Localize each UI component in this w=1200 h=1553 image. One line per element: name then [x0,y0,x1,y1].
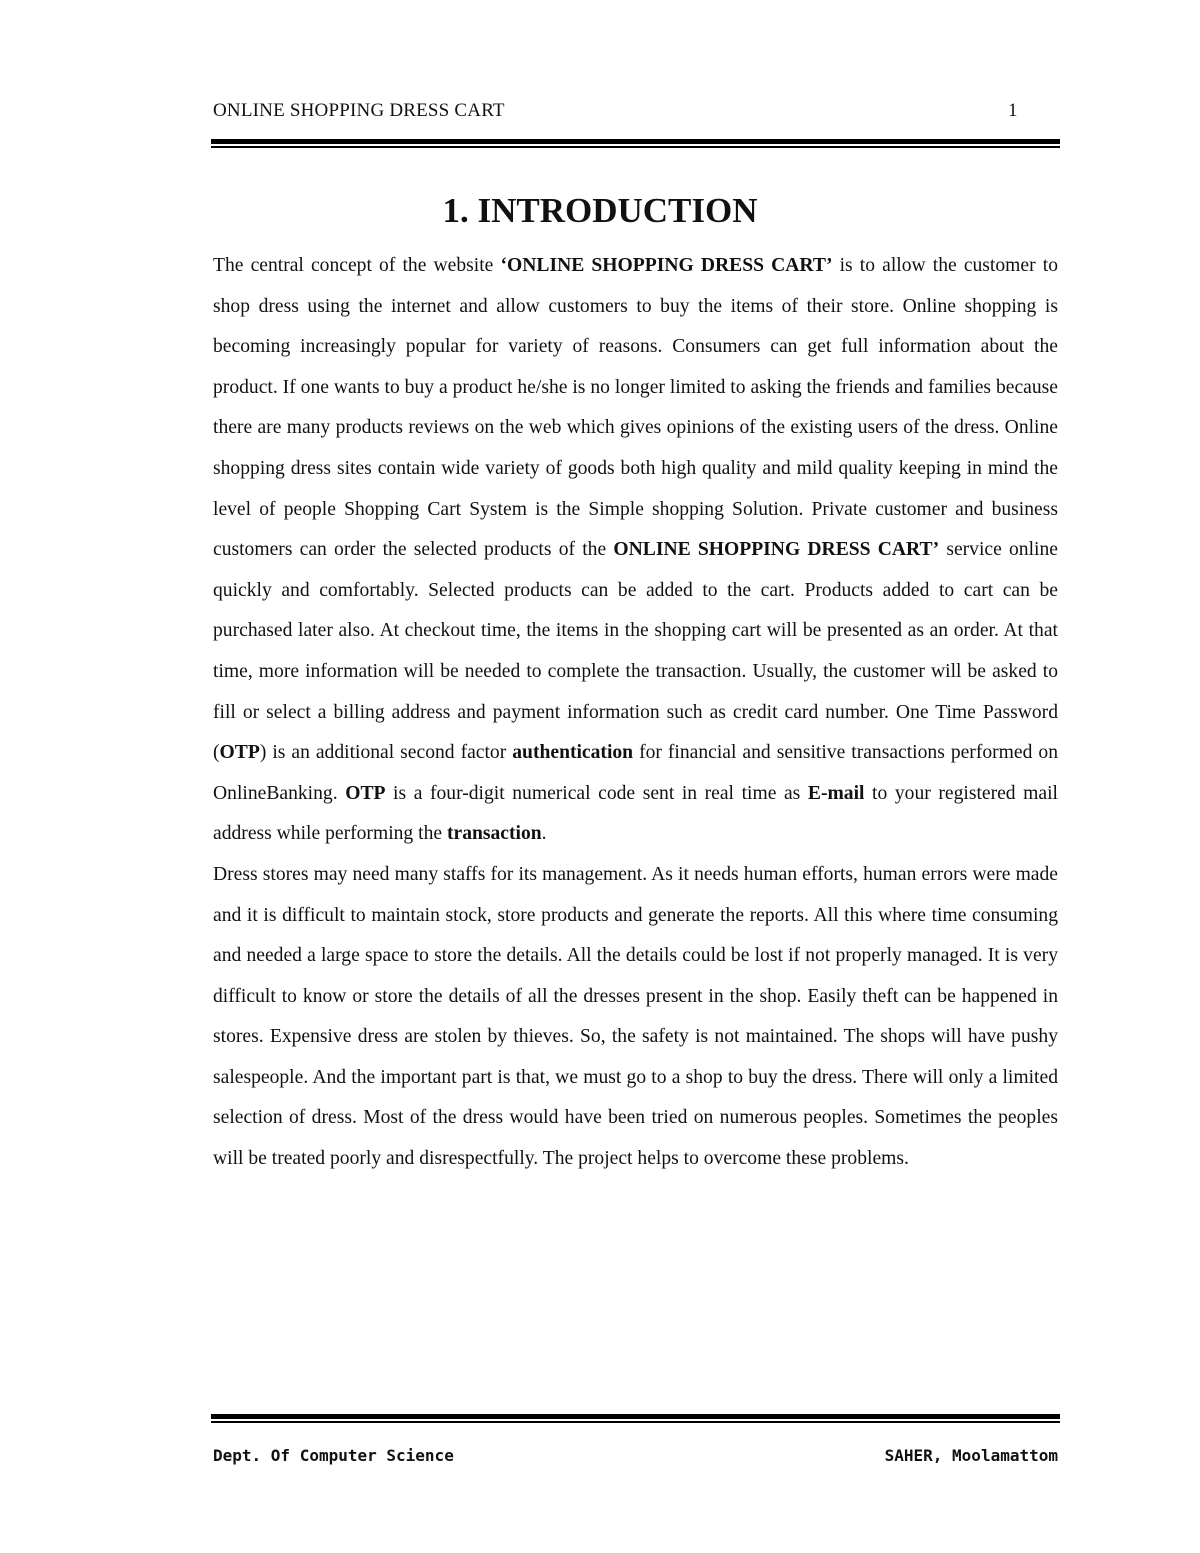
introduction-paragraph-1 [213,246,1058,855]
footer-department: Dept. Of Computer Science [213,1446,454,1465]
text-run: is a four-digit numerical code sent in real time as [385,782,808,804]
text-run: for financial and sensitive transactions performed on OnlineBanking. [213,742,1058,804]
introduction-paragraph-2: Dress stores may need many staffs for its management. As it needs human efforts, human errors were made and it is difficult to maintain stock, store products and generate the reports. All this where time consuming and needed a large space to store the details. All the details could be lost if not properly managed. It is very difficult to know or store the details of all the dresses present in the shop. Easily theft can be happened in stores. Expensive dress are stolen by thieves. So, the safety is not maintained. The shops will have pushy salespeople. And the important part is that, we must go to a shop to buy the dress. There will only a limited selection of dress. Most of the dress would have been tried on numerous peoples. Sometimes the peoples will be treated poorly and disrespectfully. The project helps to overcome these problems. [213,863,1058,1170]
bold-run: authentication [512,742,634,764]
bold-run: E-mail [807,782,865,804]
text-run: is to allow the customer to shop dress using the internet and allow customers to buy the items of their store. Online shopping is becoming increasingly popular for variety of reasons. Consumers can get full information about the product. If one wants to buy a product he/she is no longer limited to asking the friends and families because there are many products reviews on the web which gives opinions of the existing users of the dress. Online shopping dress sites contain wide variety of goods both high quality and mild quality keeping in mind the level of people Shopping Cart System is the Simple shopping Solution. Private customer and business customers can order the selected products of the [213,255,1058,561]
bold-run: transaction [446,823,542,845]
text-run: service online quickly and comfortably. Selected products can be added to the cart. Products added to cart can be purchased later also. At checkout time, the items in the shopping cart will be presented as an order. At that time, more information will be needed to complete the transaction. Usually, the customer will be asked to fill or select a billing address and payment information such as credit card number. One Time Password ( [213,539,1058,764]
bold-run: OTP [345,782,386,804]
bold-run: OTP [219,742,260,764]
text-run: . [541,823,547,845]
bold-run: ONLINE SHOPPING DRESS CART’ [613,539,940,561]
page-number: 1 [1008,100,1018,121]
footer-institution: SAHER, Moolamattom [884,1446,1058,1465]
header-rule [211,139,1060,148]
text-run: The central concept of the website [213,255,501,276]
section-heading: 1. INTRODUCTION [442,191,758,230]
running-header-title: ONLINE SHOPPING DRESS CART [213,100,505,121]
footer-rule [211,1414,1060,1423]
bold-run: ‘ONLINE SHOPPING DRESS CART’ [500,255,833,276]
introduction-body [213,246,1058,1180]
text-run: to your registered mail address while performing the [213,782,1058,845]
text-run: ) is an additional second factor [259,742,513,764]
